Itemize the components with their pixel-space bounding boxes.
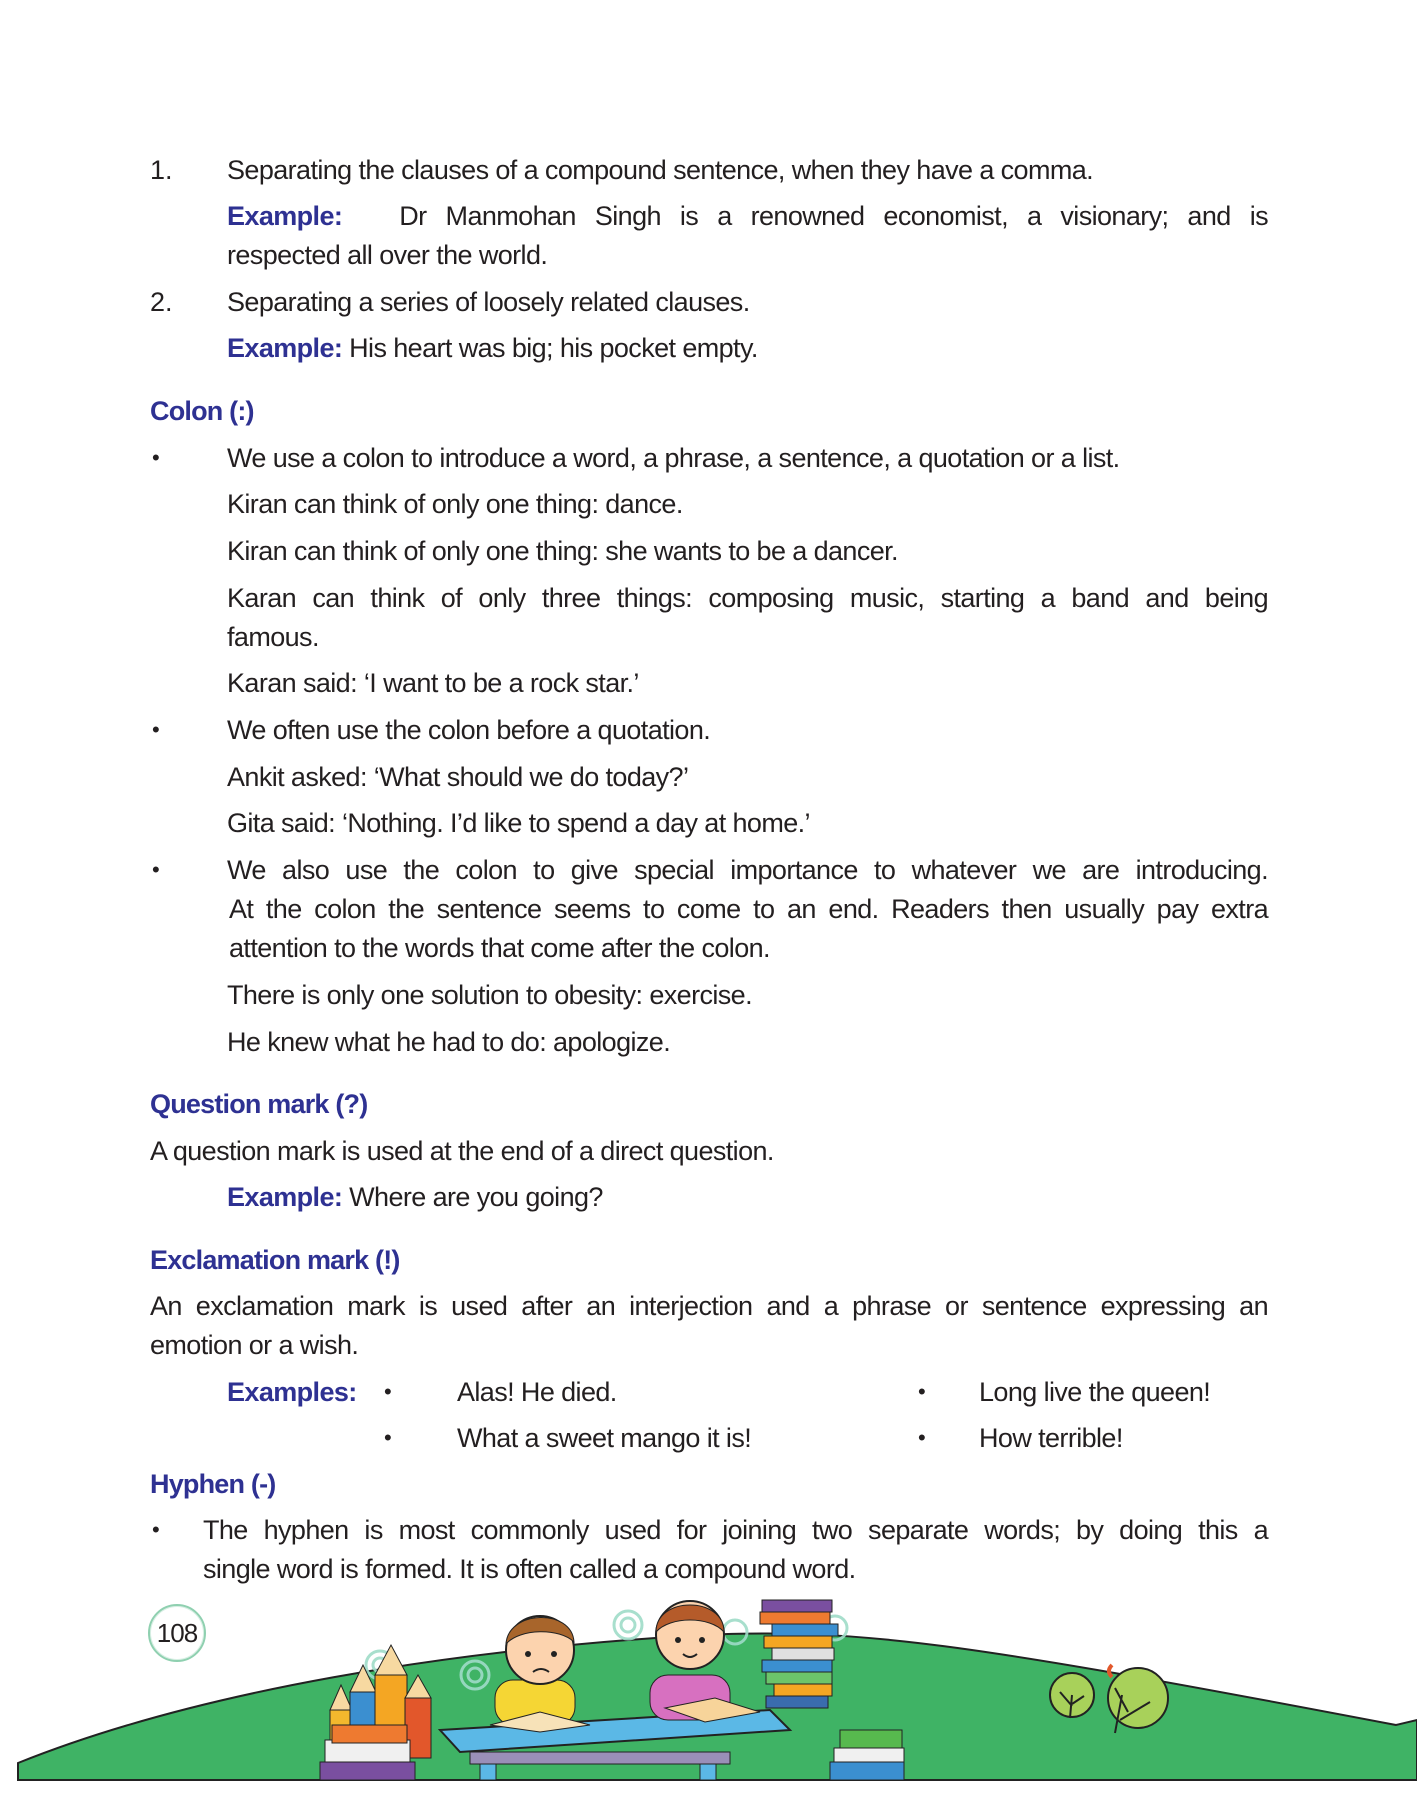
bullet: • — [152, 857, 160, 882]
bullet: • — [918, 1425, 926, 1450]
example-item: Long live the queen! — [979, 1377, 1211, 1407]
example-line — [227, 332, 758, 364]
rule-text: Separating a series of loosely related clauses. — [227, 287, 750, 317]
rule-text: The hyphen is most commonly used for joining two separate words; by doing this a — [203, 1515, 1268, 1545]
example-line — [227, 1181, 603, 1213]
section-heading-hyphen: Hyphen (-) — [150, 1469, 276, 1499]
rule-text: A question mark is used at the end of a direct question. — [150, 1136, 774, 1166]
example-text: Dr Manmohan Singh is a renowned economist, a visionary; and is — [399, 201, 1268, 231]
book-stack-left-icon — [320, 1725, 415, 1780]
example-line: Kiran can think of only one thing: she wants to be a dancer. — [227, 536, 898, 566]
rule-text: single word is formed. It is often called a compound word. — [203, 1554, 856, 1584]
rule-text: At the colon the sentence seems to come to an end. Readers then usually pay extra — [229, 894, 1268, 924]
example-label: Example: — [227, 333, 343, 363]
example-text: Where are you going? — [349, 1182, 603, 1212]
example-label: Example: — [227, 1182, 343, 1212]
section-heading-colon: Colon (:) — [150, 396, 254, 426]
bullet: • — [384, 1425, 392, 1450]
example-item: How terrible! — [979, 1423, 1123, 1453]
rule-text: We also use the colon to give special importance to whatever we are introducing. — [227, 855, 1268, 885]
list-number: 1. — [150, 155, 173, 185]
example-line: respected all over the world. — [227, 240, 548, 270]
list-number: 2. — [150, 287, 173, 317]
bullet: • — [384, 1379, 392, 1404]
book-stack-right-icon — [830, 1730, 904, 1780]
example-line: Gita said: ‘Nothing. I’d like to spend a day at home.’ — [227, 808, 810, 838]
rule-text: We use a colon to introduce a word, a phrase, a sentence, a quotation or a list. — [227, 443, 1120, 473]
example-line — [227, 200, 1268, 232]
rule-text: attention to the words that come after the colon. — [229, 933, 770, 963]
bullet: • — [918, 1379, 926, 1404]
example-item: Alas! He died. — [457, 1377, 617, 1407]
example-line: There is only one solution to obesity: exercise. — [227, 980, 752, 1010]
example-text: His heart was big; his pocket empty. — [349, 333, 758, 363]
rule-text: emotion or a wish. — [150, 1330, 359, 1360]
example-line: Ankit asked: ‘What should we do today?’ — [227, 762, 689, 792]
section-heading-exclamation-mark: Exclamation mark (!) — [150, 1245, 400, 1275]
rule-text: Separating the clauses of a compound sentence, when they have a comma. — [227, 155, 1094, 185]
example-line: Karan can think of only three things: composing music, starting a band and being — [227, 583, 1268, 613]
bullet: • — [152, 1517, 160, 1542]
page-number: 108 — [148, 1604, 206, 1662]
example-line: Kiran can think of only one thing: dance. — [227, 489, 683, 519]
rule-text: An exclamation mark is used after an interjection and a phrase or sentence expressing an — [150, 1291, 1268, 1321]
example-line: Karan said: ‘I want to be a rock star.’ — [227, 668, 639, 698]
examples-label: Examples: — [227, 1377, 357, 1407]
section-heading-question-mark: Question mark (?) — [150, 1089, 368, 1119]
bullet: • — [152, 445, 160, 470]
example-line: famous. — [227, 622, 319, 652]
footer-illustration — [0, 1580, 1417, 1800]
example-line: He knew what he had to do: apologize. — [227, 1027, 671, 1057]
bullet: • — [152, 717, 160, 742]
example-item: What a sweet mango it is! — [457, 1423, 752, 1453]
example-label: Example: — [227, 201, 343, 231]
rule-text: We often use the colon before a quotation. — [227, 715, 711, 745]
